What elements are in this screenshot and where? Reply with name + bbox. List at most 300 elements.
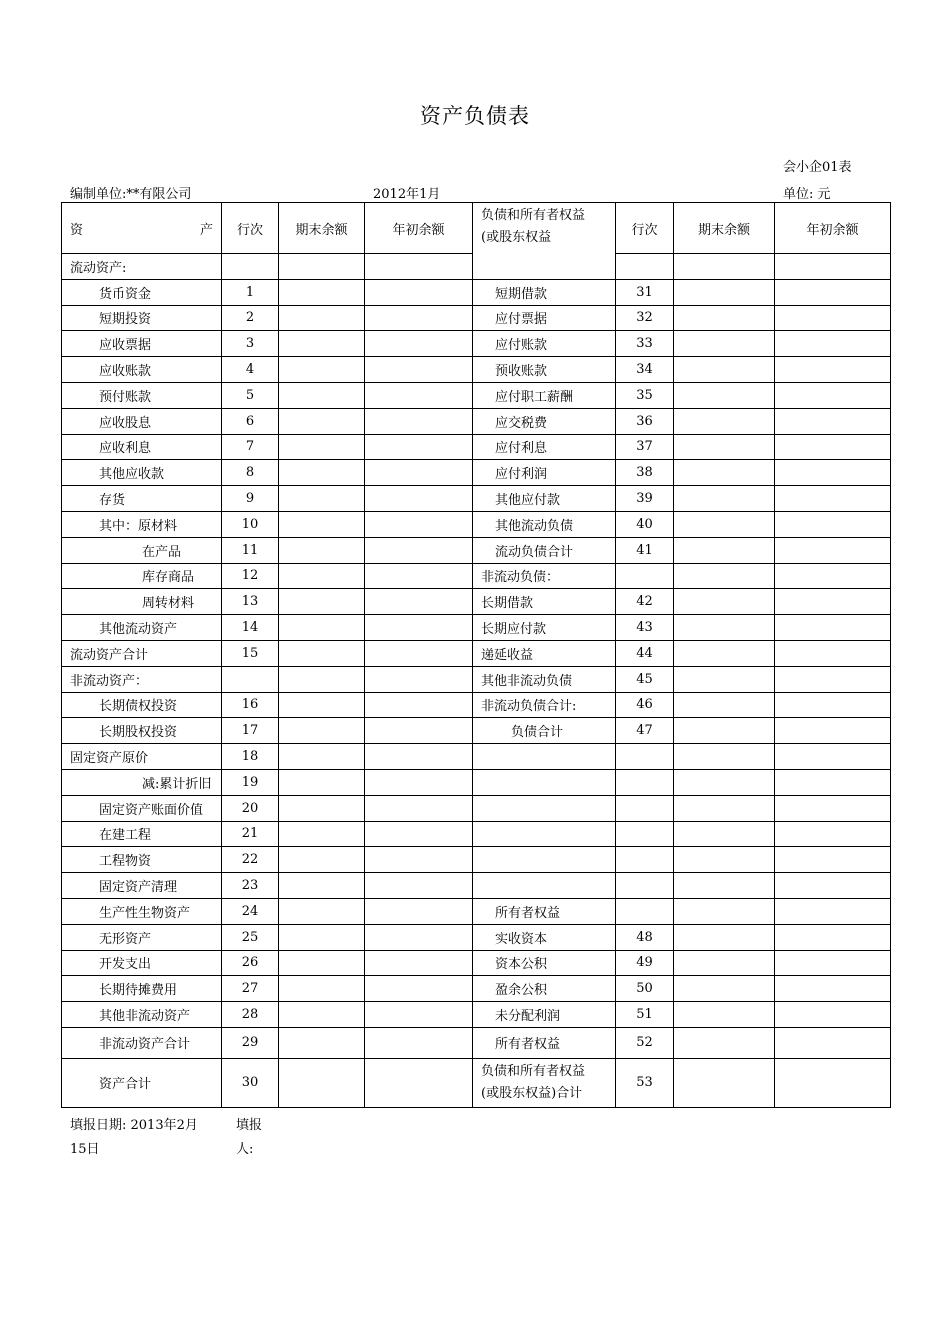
asset-header-char-2: 产	[199, 222, 213, 238]
asset-begin-balance-cell[interactable]	[365, 640, 473, 666]
liability-begin-balance-cell[interactable]	[775, 486, 891, 512]
asset-end-balance-cell[interactable]	[279, 924, 365, 950]
liability-row-no: 43	[616, 615, 674, 641]
table-row	[62, 434, 891, 460]
asset-end-balance-cell[interactable]	[279, 744, 365, 770]
liability-row-no: 41	[616, 537, 674, 563]
liability-end-balance-cell[interactable]	[674, 279, 775, 305]
asset-item: 开发支出	[62, 950, 222, 976]
table-header-row	[62, 203, 891, 254]
liability-begin-balance-cell[interactable]	[775, 279, 891, 305]
liability-end-balance-cell[interactable]	[674, 305, 775, 331]
asset-begin-balance-cell[interactable]	[365, 692, 473, 718]
asset-end-balance-cell[interactable]	[279, 976, 365, 1002]
asset-row-no: 5	[222, 382, 279, 408]
asset-end-balance-cell[interactable]	[279, 950, 365, 976]
filer-line-1: 填报	[236, 1118, 263, 1133]
asset-begin-balance-cell[interactable]	[365, 744, 473, 770]
table-row	[62, 847, 891, 873]
asset-end-balance-cell[interactable]	[279, 408, 365, 434]
end-balance-header-right: 期末余额	[674, 203, 775, 254]
asset-end-balance-cell[interactable]	[279, 640, 365, 666]
asset-header-char-1: 资	[70, 222, 84, 238]
asset-begin-balance-cell[interactable]	[365, 666, 473, 692]
liability-row-no: 37	[616, 434, 674, 460]
asset-begin-balance-cell[interactable]	[365, 898, 473, 924]
row-no-header-right: 行次	[616, 203, 674, 254]
asset-end-balance-cell[interactable]	[279, 1002, 365, 1028]
liability-item: 流动负债合计	[473, 537, 616, 563]
asset-item: 流动资产:	[62, 254, 222, 280]
asset-item: 其他流动资产	[62, 615, 222, 641]
liability-row-no: 32	[616, 305, 674, 331]
asset-begin-balance-cell[interactable]	[365, 434, 473, 460]
asset-item: 库存商品	[62, 563, 222, 589]
liability-header-line-2: (或股东权益	[481, 230, 552, 245]
liability-begin-balance-cell[interactable]	[775, 976, 891, 1002]
asset-item: 应收利息	[62, 434, 222, 460]
asset-end-balance-cell[interactable]	[279, 357, 365, 383]
liability-item: 应交税费	[473, 408, 616, 434]
table-row	[62, 563, 891, 589]
liability-item: 非流动负债：	[473, 563, 616, 589]
liability-end-balance-cell[interactable]	[674, 408, 775, 434]
liability-end-balance-cell[interactable]	[674, 254, 775, 280]
asset-begin-balance-cell[interactable]	[365, 873, 473, 899]
asset-begin-balance-cell[interactable]	[365, 279, 473, 305]
asset-end-balance-cell[interactable]	[279, 563, 365, 589]
table-row	[62, 976, 891, 1002]
liability-end-balance-cell[interactable]	[674, 563, 775, 589]
liability-end-balance-cell[interactable]	[674, 1058, 775, 1107]
liability-end-balance-cell[interactable]	[674, 331, 775, 357]
liability-begin-balance-cell[interactable]	[775, 640, 891, 666]
liability-item: 长期应付款	[473, 615, 616, 641]
asset-item: 长期债权投资	[62, 692, 222, 718]
asset-row-no: 20	[222, 795, 279, 821]
asset-row-no	[222, 254, 279, 280]
asset-end-balance-cell[interactable]	[279, 873, 365, 899]
liability-row-no: 38	[616, 460, 674, 486]
liability-row-no	[616, 744, 674, 770]
liability-row-no	[616, 898, 674, 924]
currency-unit: 单位: 元	[783, 187, 831, 202]
asset-item: 其他应收款	[62, 460, 222, 486]
asset-begin-balance-cell[interactable]	[365, 511, 473, 537]
liability-end-balance-cell[interactable]	[674, 692, 775, 718]
liability-row-no	[616, 821, 674, 847]
liability-begin-balance-cell[interactable]	[775, 692, 891, 718]
asset-row-no: 12	[222, 563, 279, 589]
liability-end-balance-cell[interactable]	[674, 924, 775, 950]
liability-row-no: 52	[616, 1027, 674, 1058]
liability-item: 盈余公积	[473, 976, 616, 1002]
asset-row-no: 10	[222, 511, 279, 537]
liability-row-no: 53	[616, 1058, 674, 1107]
liability-begin-balance-cell[interactable]	[775, 615, 891, 641]
liability-begin-balance-cell[interactable]	[775, 795, 891, 821]
liability-row-no: 50	[616, 976, 674, 1002]
liability-begin-balance-cell[interactable]	[775, 873, 891, 899]
liability-item: 资本公积	[473, 950, 616, 976]
asset-end-balance-cell[interactable]	[279, 279, 365, 305]
page-title: 资产负债表	[420, 104, 530, 128]
asset-begin-balance-cell[interactable]	[365, 331, 473, 357]
asset-row-no: 27	[222, 976, 279, 1002]
asset-end-balance-cell[interactable]	[279, 486, 365, 512]
liability-item-line-1: 负债和所有者权益	[481, 1063, 586, 1079]
table-row	[62, 589, 891, 615]
asset-row-no: 26	[222, 950, 279, 976]
asset-item: 流动资产合计	[62, 640, 222, 666]
liability-row-no	[616, 873, 674, 899]
liability-end-balance-cell[interactable]	[674, 434, 775, 460]
liability-row-no: 35	[616, 382, 674, 408]
liability-row-no	[616, 563, 674, 589]
asset-item: 短期投资	[62, 305, 222, 331]
asset-begin-balance-cell[interactable]	[365, 305, 473, 331]
table-row	[62, 718, 891, 744]
asset-row-no: 19	[222, 769, 279, 795]
asset-item: 应收股息	[62, 408, 222, 434]
asset-end-balance-cell[interactable]	[279, 537, 365, 563]
asset-item: 无形资产	[62, 924, 222, 950]
liability-begin-balance-cell[interactable]	[775, 331, 891, 357]
asset-row-no: 17	[222, 718, 279, 744]
asset-end-balance-cell[interactable]	[279, 511, 365, 537]
report-period: 2012年1月	[373, 187, 441, 202]
asset-item: 固定资产账面价值	[62, 795, 222, 821]
asset-row-no: 22	[222, 847, 279, 873]
asset-row-no: 14	[222, 615, 279, 641]
liability-row-no: 47	[616, 718, 674, 744]
asset-begin-balance-cell[interactable]	[365, 769, 473, 795]
liability-item: 其他应付款	[473, 486, 616, 512]
liability-begin-balance-cell[interactable]	[775, 847, 891, 873]
table-row	[62, 615, 891, 641]
asset-row-no: 15	[222, 640, 279, 666]
liability-row-no: 36	[616, 408, 674, 434]
liability-end-balance-cell[interactable]	[674, 821, 775, 847]
asset-row-no: 1	[222, 279, 279, 305]
asset-end-balance-cell[interactable]	[279, 692, 365, 718]
liability-begin-balance-cell[interactable]	[775, 254, 891, 280]
asset-begin-balance-cell[interactable]	[365, 976, 473, 1002]
asset-begin-balance-cell[interactable]	[365, 821, 473, 847]
balance-sheet-table	[61, 202, 891, 1108]
liability-end-balance-cell[interactable]	[674, 486, 775, 512]
liability-item: 非流动负债合计:	[473, 692, 616, 718]
liability-begin-balance-cell[interactable]	[775, 898, 891, 924]
asset-end-balance-cell[interactable]	[279, 666, 365, 692]
liability-item	[473, 821, 616, 847]
liability-end-balance-cell[interactable]	[674, 382, 775, 408]
table-row	[62, 511, 891, 537]
liability-end-balance-cell[interactable]	[674, 744, 775, 770]
asset-row-no: 3	[222, 331, 279, 357]
liability-column-header	[473, 203, 616, 280]
liability-begin-balance-cell[interactable]	[775, 1027, 891, 1058]
asset-row-no: 4	[222, 357, 279, 383]
asset-item: 其中：原材料	[62, 511, 222, 537]
liability-item	[473, 769, 616, 795]
liability-item	[473, 1058, 616, 1107]
asset-row-no	[222, 666, 279, 692]
asset-item: 固定资产清理	[62, 873, 222, 899]
liability-item: 应付账款	[473, 331, 616, 357]
asset-begin-balance-cell[interactable]	[365, 254, 473, 280]
asset-row-no: 8	[222, 460, 279, 486]
liability-begin-balance-cell[interactable]	[775, 511, 891, 537]
table-row	[62, 873, 891, 899]
liability-row-no: 34	[616, 357, 674, 383]
liability-end-balance-cell[interactable]	[674, 640, 775, 666]
liability-begin-balance-cell[interactable]	[775, 1002, 891, 1028]
liability-row-no: 51	[616, 1002, 674, 1028]
asset-begin-balance-cell[interactable]	[365, 847, 473, 873]
liability-row-no: 49	[616, 950, 674, 976]
asset-end-balance-cell[interactable]	[279, 331, 365, 357]
liability-end-balance-cell[interactable]	[674, 769, 775, 795]
asset-begin-balance-cell[interactable]	[365, 950, 473, 976]
liability-begin-balance-cell[interactable]	[775, 305, 891, 331]
liability-begin-balance-cell[interactable]	[775, 537, 891, 563]
liability-row-no	[616, 847, 674, 873]
liability-row-no: 33	[616, 331, 674, 357]
asset-row-no: 9	[222, 486, 279, 512]
asset-column-header	[62, 203, 222, 254]
liability-begin-balance-cell[interactable]	[775, 357, 891, 383]
liability-end-balance-cell[interactable]	[674, 537, 775, 563]
asset-end-balance-cell[interactable]	[279, 305, 365, 331]
liability-row-no: 39	[616, 486, 674, 512]
row-no-header-left: 行次	[222, 203, 279, 254]
asset-end-balance-cell[interactable]	[279, 382, 365, 408]
liability-end-balance-cell[interactable]	[674, 460, 775, 486]
asset-begin-balance-cell[interactable]	[365, 382, 473, 408]
asset-item: 其他非流动资产	[62, 1002, 222, 1028]
liability-end-balance-cell[interactable]	[674, 873, 775, 899]
liability-item: 所有者权益	[473, 1027, 616, 1058]
liability-header-line-1: 负债和所有者权益	[481, 208, 586, 223]
asset-row-no: 11	[222, 537, 279, 563]
asset-begin-balance-cell[interactable]	[365, 486, 473, 512]
asset-begin-balance-cell[interactable]	[365, 1027, 473, 1058]
liability-begin-balance-cell[interactable]	[775, 434, 891, 460]
table-row	[62, 769, 891, 795]
liability-begin-balance-cell[interactable]	[775, 744, 891, 770]
liability-end-balance-cell[interactable]	[674, 589, 775, 615]
asset-end-balance-cell[interactable]	[279, 460, 365, 486]
liability-item: 其他流动负债	[473, 511, 616, 537]
liability-end-balance-cell[interactable]	[674, 795, 775, 821]
asset-end-balance-cell[interactable]	[279, 821, 365, 847]
liability-begin-balance-cell[interactable]	[775, 769, 891, 795]
liability-end-balance-cell[interactable]	[674, 950, 775, 976]
table-row	[62, 357, 891, 383]
liability-begin-balance-cell[interactable]	[775, 589, 891, 615]
liability-item: 长期借款	[473, 589, 616, 615]
asset-item: 减:累计折旧	[62, 769, 222, 795]
table-row	[62, 1027, 891, 1058]
liability-item: 应付利润	[473, 460, 616, 486]
table-row	[62, 279, 891, 305]
asset-row-no: 2	[222, 305, 279, 331]
liability-end-balance-cell[interactable]	[674, 511, 775, 537]
liability-begin-balance-cell[interactable]	[775, 563, 891, 589]
asset-end-balance-cell[interactable]	[279, 434, 365, 460]
liability-begin-balance-cell[interactable]	[775, 666, 891, 692]
liability-end-balance-cell[interactable]	[674, 666, 775, 692]
reporting-entity: 编制单位:**有限公司	[70, 187, 192, 202]
liability-item: 短期借款	[473, 279, 616, 305]
asset-begin-balance-cell[interactable]	[365, 563, 473, 589]
begin-balance-header-right: 年初余额	[775, 203, 891, 254]
asset-begin-balance-cell[interactable]	[365, 615, 473, 641]
asset-begin-balance-cell[interactable]	[365, 1058, 473, 1107]
table-row	[62, 460, 891, 486]
asset-row-no: 13	[222, 589, 279, 615]
asset-end-balance-cell[interactable]	[279, 615, 365, 641]
table-row	[62, 924, 891, 950]
table-row	[62, 640, 891, 666]
liability-row-no: 48	[616, 924, 674, 950]
asset-begin-balance-cell[interactable]	[365, 460, 473, 486]
liability-row-no	[616, 795, 674, 821]
asset-row-no: 16	[222, 692, 279, 718]
liability-end-balance-cell[interactable]	[674, 976, 775, 1002]
asset-row-no: 23	[222, 873, 279, 899]
asset-row-no: 7	[222, 434, 279, 460]
asset-item: 长期待摊费用	[62, 976, 222, 1002]
liability-item: 所有者权益	[473, 898, 616, 924]
liability-item: 应付职工薪酬	[473, 382, 616, 408]
liability-item: 预收账款	[473, 357, 616, 383]
liability-begin-balance-cell[interactable]	[775, 821, 891, 847]
liability-end-balance-cell[interactable]	[674, 1002, 775, 1028]
liability-begin-balance-cell[interactable]	[775, 1058, 891, 1107]
liability-row-no	[616, 769, 674, 795]
asset-end-balance-cell[interactable]	[279, 589, 365, 615]
asset-begin-balance-cell[interactable]	[365, 795, 473, 821]
filing-date-line-1: 填报日期: 2013年2月	[70, 1118, 198, 1133]
end-balance-header-left: 期末余额	[279, 203, 365, 254]
table-row	[62, 486, 891, 512]
asset-item: 应收票据	[62, 331, 222, 357]
asset-item: 存货	[62, 486, 222, 512]
table-row	[62, 1058, 891, 1107]
filer-line-2: 人:	[236, 1142, 254, 1157]
asset-item: 应收账款	[62, 357, 222, 383]
liability-begin-balance-cell[interactable]	[775, 382, 891, 408]
asset-row-no: 21	[222, 821, 279, 847]
liability-end-balance-cell[interactable]	[674, 847, 775, 873]
asset-end-balance-cell[interactable]	[279, 769, 365, 795]
liability-item: 负债合计	[473, 718, 616, 744]
filing-date-line-2: 15日	[70, 1142, 100, 1157]
form-code: 会小企01表	[783, 160, 852, 175]
asset-end-balance-cell[interactable]	[279, 898, 365, 924]
table-row	[62, 1002, 891, 1028]
liability-row-no: 46	[616, 692, 674, 718]
asset-end-balance-cell[interactable]	[279, 847, 365, 873]
asset-begin-balance-cell[interactable]	[365, 537, 473, 563]
asset-item: 生产性生物资产	[62, 898, 222, 924]
asset-row-no: 29	[222, 1027, 279, 1058]
asset-item: 货币资金	[62, 279, 222, 305]
liability-begin-balance-cell[interactable]	[775, 924, 891, 950]
table-row	[62, 305, 891, 331]
liability-row-no: 31	[616, 279, 674, 305]
asset-row-no: 25	[222, 924, 279, 950]
asset-end-balance-cell[interactable]	[279, 1027, 365, 1058]
asset-row-no: 18	[222, 744, 279, 770]
asset-begin-balance-cell[interactable]	[365, 357, 473, 383]
liability-item: 递延收益	[473, 640, 616, 666]
asset-item: 周转材料	[62, 589, 222, 615]
liability-begin-balance-cell[interactable]	[775, 950, 891, 976]
asset-end-balance-cell[interactable]	[279, 795, 365, 821]
asset-item: 资产合计	[62, 1058, 222, 1107]
liability-end-balance-cell[interactable]	[674, 1027, 775, 1058]
liability-begin-balance-cell[interactable]	[775, 408, 891, 434]
table-row	[62, 692, 891, 718]
liability-end-balance-cell[interactable]	[674, 615, 775, 641]
liability-row-no: 44	[616, 640, 674, 666]
asset-begin-balance-cell[interactable]	[365, 408, 473, 434]
liability-item	[473, 795, 616, 821]
liability-end-balance-cell[interactable]	[674, 898, 775, 924]
asset-end-balance-cell[interactable]	[279, 1058, 365, 1107]
asset-begin-balance-cell[interactable]	[365, 589, 473, 615]
liability-item: 其他非流动负债	[473, 666, 616, 692]
liability-begin-balance-cell[interactable]	[775, 718, 891, 744]
table-row	[62, 537, 891, 563]
liability-begin-balance-cell[interactable]	[775, 460, 891, 486]
table-row	[62, 331, 891, 357]
filer	[236, 1114, 266, 1162]
asset-end-balance-cell[interactable]	[279, 718, 365, 744]
asset-begin-balance-cell[interactable]	[365, 718, 473, 744]
liability-row-no: 42	[616, 589, 674, 615]
liability-row-no	[616, 254, 674, 280]
table-row	[62, 382, 891, 408]
asset-row-no: 6	[222, 408, 279, 434]
liability-item: 应付票据	[473, 305, 616, 331]
asset-row-no: 30	[222, 1058, 279, 1107]
asset-begin-balance-cell[interactable]	[365, 924, 473, 950]
asset-end-balance-cell[interactable]	[279, 254, 365, 280]
asset-row-no: 28	[222, 1002, 279, 1028]
asset-item: 固定资产原价	[62, 744, 222, 770]
asset-item: 长期股权投资	[62, 718, 222, 744]
table-row	[62, 950, 891, 976]
liability-end-balance-cell[interactable]	[674, 357, 775, 383]
liability-row-no: 45	[616, 666, 674, 692]
asset-begin-balance-cell[interactable]	[365, 1002, 473, 1028]
asset-item: 在建工程	[62, 821, 222, 847]
liability-item-line-2: (或股东权益)合计	[481, 1085, 583, 1101]
liability-item: 未分配利润	[473, 1002, 616, 1028]
asset-item: 工程物资	[62, 847, 222, 873]
asset-item: 在产品	[62, 537, 222, 563]
liability-item: 应付利息	[473, 434, 616, 460]
liability-item	[473, 847, 616, 873]
liability-item: 实收资本	[473, 924, 616, 950]
liability-end-balance-cell[interactable]	[674, 718, 775, 744]
asset-item: 非流动资产合计	[62, 1027, 222, 1058]
asset-item: 预付账款	[62, 382, 222, 408]
